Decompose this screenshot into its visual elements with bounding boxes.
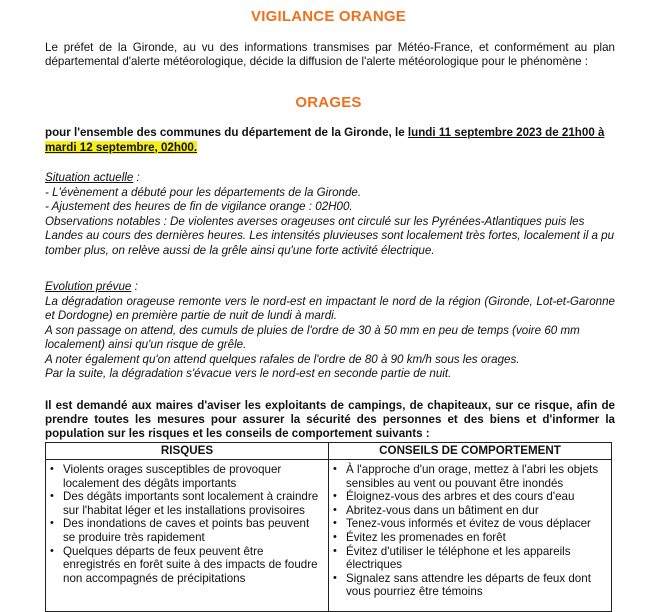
advice-list xyxy=(329,463,611,599)
evolution-paragraph: A son passage on attend, des cumuls de pluies de l'ordre de 30 à 50 mm en peu de temps (voire 60 mm localement) ainsi qu'un risque de grêle. xyxy=(45,323,580,351)
bullet-icon: • xyxy=(50,517,54,530)
bullet-icon: • xyxy=(333,544,337,557)
list-item: • Abritez-vous dans un bâtiment en dur xyxy=(333,503,539,517)
risks-cell xyxy=(46,460,329,612)
scope-paragraph xyxy=(45,126,615,155)
phenomenon-title: ORAGES xyxy=(295,94,362,111)
intro-paragraph: Le préfet de la Gironde, au vu des informations transmises par Météo-France, et conformément au plan départemental d'alerte météorologique, décide la diffusion de l'alerte météorologique pour le phénomène : xyxy=(45,41,615,68)
bullet-icon: • xyxy=(333,517,337,530)
page-title: VIGILANCE ORANGE xyxy=(251,8,406,25)
list-item: • Des dégâts importants sont localement à craindre sur l'habitat léger et les installations provisoires xyxy=(50,490,319,517)
list-item: • Violents orages susceptibles de provoquer localement des dégâts importants xyxy=(50,463,282,490)
evolution-paragraph: A noter également qu'on attend quelques rafales de l'ordre de 80 à 90 km/h sous les orages. xyxy=(45,352,520,366)
scope-date-start: lundi 11 septembre 2023 de 21h00 à xyxy=(407,126,605,139)
evolution-paragraph: La dégradation orageuse remonte vers le nord-est en impactant le nord de la région (Gironde, Lot-et-Garonne et Dordogne) en première partie de nuit de lundi à mardi. xyxy=(45,294,615,322)
list-item: • Des inondations de caves et points bas peuvent se produire très rapidement xyxy=(50,517,310,544)
scope-text: pour l'ensemble des communes du département de la Gironde, le xyxy=(45,126,408,139)
list-item: • À l'approche d'un orage, mettez à l'abri les objets sensibles au vent ou pouvant être inondés xyxy=(333,463,599,490)
evolution-section xyxy=(45,280,615,382)
situation-heading-colon: : xyxy=(133,171,140,184)
advice-cell xyxy=(329,460,612,612)
advice-header: CONSEILS DE COMPORTEMENT xyxy=(329,443,612,460)
bullet-icon: • xyxy=(50,544,54,557)
evolution-heading: Evolution prévue xyxy=(45,280,132,293)
bullet-icon: • xyxy=(50,463,54,475)
situation-line: - Ajustement des heures de fin de vigilance orange : 02H00. xyxy=(45,200,353,213)
bullet-icon: • xyxy=(333,490,337,503)
list-item: • Évitez d'utiliser le téléphone et les appareils électriques xyxy=(333,544,571,572)
scope-date-end: mardi 12 septembre, 02h00. xyxy=(45,140,198,154)
evolution-paragraph: Par la suite, la dégradation s'évacue vers le nord-est en seconde partie de nuit. xyxy=(45,367,452,380)
list-item: • Quelques départs de feux peuvent être enregistrés en forêt suite à des impacts de foudre non accompagnés de précipitations xyxy=(50,544,318,585)
evolution-heading-colon: : xyxy=(131,280,138,293)
list-item: • Éloignez-vous des arbres et des cours d'eau xyxy=(333,490,575,504)
bullet-icon: • xyxy=(333,503,337,516)
list-item: • Tenez-vous informés et évitez de vous déplacer xyxy=(333,517,591,531)
mayors-notice: Il est demandé aux maires d'aviser les exploitants de campings, de chapiteaux, sur ce risque, afin de prendre toutes les mesures pour assurer la sécurité des personnes et des biens et d'informer la population sur les risques et les conseils de comportement suivants : xyxy=(45,399,615,440)
bullet-icon: • xyxy=(333,530,337,543)
risks-header: RISQUES xyxy=(46,443,329,460)
risks-list xyxy=(46,463,328,585)
list-item: • Signalez sans attendre les départs de feux dont vous pourriez être témoins xyxy=(333,571,591,599)
bullet-icon: • xyxy=(333,571,337,584)
list-item: • Évitez les promenades en forêt xyxy=(333,530,506,544)
situation-heading: Situation actuelle xyxy=(45,171,134,184)
bullet-icon: • xyxy=(333,463,337,475)
situation-line: - L'évènement a débuté pour les départements de la Gironde. xyxy=(45,185,362,199)
observations-paragraph: Observations notables : De violentes averses orageuses ont circulé sur les Pyrénées-Atlantiques puis les Landes au cours des dernières heures. Les intensités pluvieuses sont localement très fortes, localement il a pu tomber plus, on relève aussi de la grêle ainsi qu'une forte activité électrique. xyxy=(45,214,615,257)
situation-section xyxy=(45,171,615,258)
bullet-icon: • xyxy=(50,490,54,503)
risk-advice-table xyxy=(45,442,612,612)
